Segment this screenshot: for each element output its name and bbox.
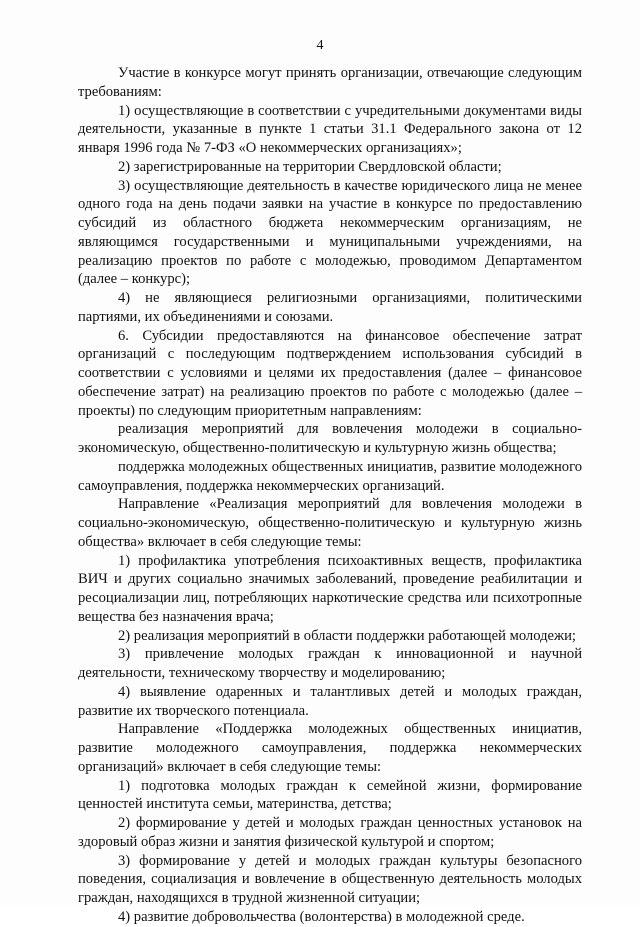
paragraph: реализация мероприятий для вовлечения молодежи в социально-экономическую, общественно-политическую и культурную жизнь общества;: [78, 421, 582, 456]
paragraph: 4) развитие добровольчества (волонтерства) в молодежной среде.: [118, 908, 525, 925]
paragraph: 2) реализация мероприятий в области поддержки работающей молодежи;: [118, 627, 576, 644]
paragraph: 1) подготовка молодых граждан к семейной жизни, формирование ценностей института семьи, материнства, детства;: [78, 777, 582, 813]
document-body: [78, 64, 582, 927]
paragraph: 3) осуществляющие деятельность в качестве юридического лица не менее одного года на день подачи заявки на участие в конкурсе по предоставлению субсидий из областного бюджета некоммерческим организациям, не являющимся государственными и муниципальными учреждениями, на реализацию проектов по работе с молодежью, проводимом Департаментом (далее – конкурс);: [78, 177, 582, 288]
paragraph: 1) профилактика употребления психоактивных веществ, профилактика ВИЧ и других социально значимых заболеваний, проведение реабилитации и ресоциализации лиц, потребляющих наркотические средства или психотропные вещества без назначения врача;: [78, 552, 582, 625]
paragraph: 4) выявление одаренных и талантливых детей и молодых граждан, развитие их творческого потенциала.: [78, 683, 582, 719]
paragraph: 1) осуществляющие в соответствии с учредительными документами виды деятельности, указанные в пункте 1 статьи 31.1 Федерального закона от 12 января 1996 года № 7-ФЗ «О некоммерческих организациях»;: [78, 102, 582, 156]
paragraph: Направление «Поддержка молодежных общественных инициатив, развитие молодежного самоуправления, поддержка некоммерческих организаций» включает в себя следующие темы:: [78, 721, 582, 775]
paragraph: 2) зарегистрированные на территории Свердловской области;: [118, 158, 502, 175]
page-number: 4: [316, 38, 324, 53]
paragraph: 3) формирование у детей и молодых граждан культуры безопасного поведения, социализация и вовлечение в общественную деятельность молодых граждан, находящихся в трудной жизненной ситуации;: [78, 852, 582, 906]
paragraph: 6. Субсидии предоставляются на финансовое обеспечение затрат организаций с последующим подтверждением использования субсидий в соответствии с условиями и целями их предоставления (далее – финансовое обеспечение затрат) на реализацию проектов по работе с молодежью (далее – проекты) по следующим приоритетным направлениям:: [78, 327, 582, 419]
paragraph: 4) не являющиеся религиозными организациями, политическими партиями, их объединениями и союзами.: [78, 290, 582, 325]
paragraph: 2) формирование у детей и молодых граждан ценностных установок на здоровый образ жизни и занятия физической культурой и спортом;: [78, 815, 582, 850]
paragraph: Участие в конкурсе могут принять организации, отвечающие следующим требованиям:: [78, 65, 582, 100]
paragraph: Направление «Реализация мероприятий для вовлечения молодежи в социально-экономическую, общественно-политическую и культурную жизнь общества» включает в себя следующие темы:: [78, 496, 582, 550]
paragraph: 3) привлечение молодых граждан к инновационной и научной деятельности, техническому творчеству и моделированию;: [78, 646, 582, 681]
paragraph: поддержка молодежных общественных инициатив, развитие молодежного самоуправления, поддержка некоммерческих организаций.: [78, 458, 582, 494]
